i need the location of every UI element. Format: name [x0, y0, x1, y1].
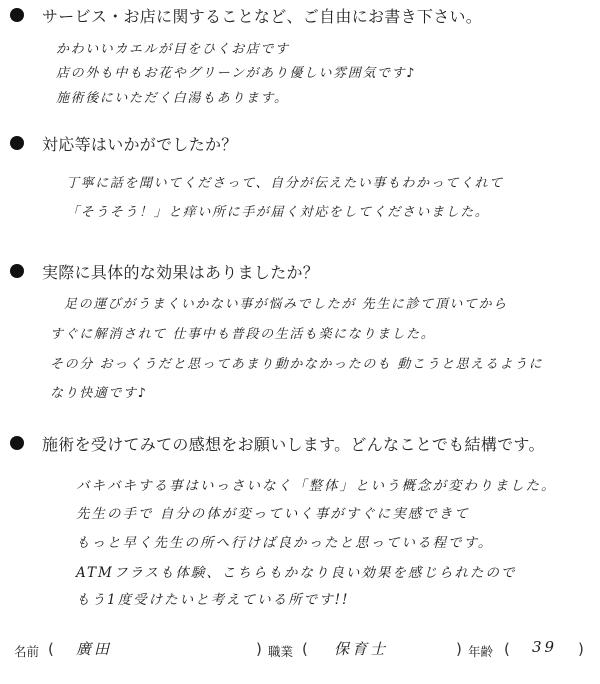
age-open-paren: ( [504, 640, 510, 658]
bullet-icon [10, 436, 24, 450]
question-row-2 [10, 132, 238, 154]
question-row-3 [10, 260, 319, 282]
bullet-icon [10, 264, 24, 278]
question-1-text: サービス・お店に関することなど、ご自由にお書き下さい。 [42, 6, 483, 26]
bullet-icon [10, 136, 24, 150]
answer-2-line-2: 「そうそう！」と痒い所に手が届く対応をしてくださいました。 [66, 205, 490, 220]
answer-3-line-3: その分 おっくうだと思ってあまり動かなかったのも 動こうと思えるように [50, 357, 544, 372]
question-2-text: 対応等はいかがでしたか？ [42, 134, 238, 154]
answer-4-line-1: バキバキする事はいっさいなく「整体」という概念が変わりました。 [76, 478, 557, 494]
answer-3-line-1: 足の運びがうまくいかない事が悩みでしたが 先生に診て頂いてから [64, 297, 508, 312]
age-close-paren: ) [578, 640, 584, 658]
question-4-text: 施術を受けてみての感想をお願いします。どんなことでも結構です。 [42, 434, 545, 454]
answer-1-line-2: 店の外も中もお花やグリーンがあり優しい雰囲気です♪ [56, 66, 417, 81]
respondent-info [0, 636, 600, 666]
answer-1-line-3: 施術後にいただく白湯もあります。 [56, 91, 289, 106]
name-label: 名前 [14, 644, 40, 659]
question-row-1 [10, 4, 482, 26]
answer-2-line-1: 丁寧に話を聞いてくださって、自分が伝えたい事もわかってくれて [66, 176, 504, 191]
bullet-icon [10, 8, 24, 22]
job-close-paren: ) [456, 640, 462, 658]
question-row-4 [10, 432, 545, 454]
answer-4-line-4: ATMフラスも体験、こちらもかなり良い効果を感じられたので [76, 565, 517, 581]
job-label: 職業 [268, 644, 294, 659]
answer-4-line-2: 先生の手で 自分の体が変っていく事がすぐに実感できて [76, 506, 470, 522]
answer-4-line-3: もっと早く先生の所へ行けば良かったと思っている程です。 [76, 535, 494, 551]
answer-4-line-5: もう1度受けたいと考えている所です!! [76, 592, 350, 608]
name-value: 廣田 [76, 640, 113, 658]
answer-1-line-1: かわいいカエルが目をひくお店です [56, 42, 290, 57]
answer-3-line-2: すぐに解消されて 仕事中も普段の生活も楽になりました。 [50, 327, 436, 342]
name-close-paren: ) [256, 640, 262, 658]
answer-3-line-4: なり快適です♪ [50, 386, 148, 401]
age-value: 39 [532, 638, 558, 656]
job-open-paren: ( [302, 640, 308, 658]
age-label: 年齢 [468, 644, 494, 659]
name-open-paren: ( [48, 640, 54, 658]
question-3-text: 実際に具体的な効果はありましたか？ [42, 262, 320, 282]
job-value: 保育士 [334, 640, 389, 658]
